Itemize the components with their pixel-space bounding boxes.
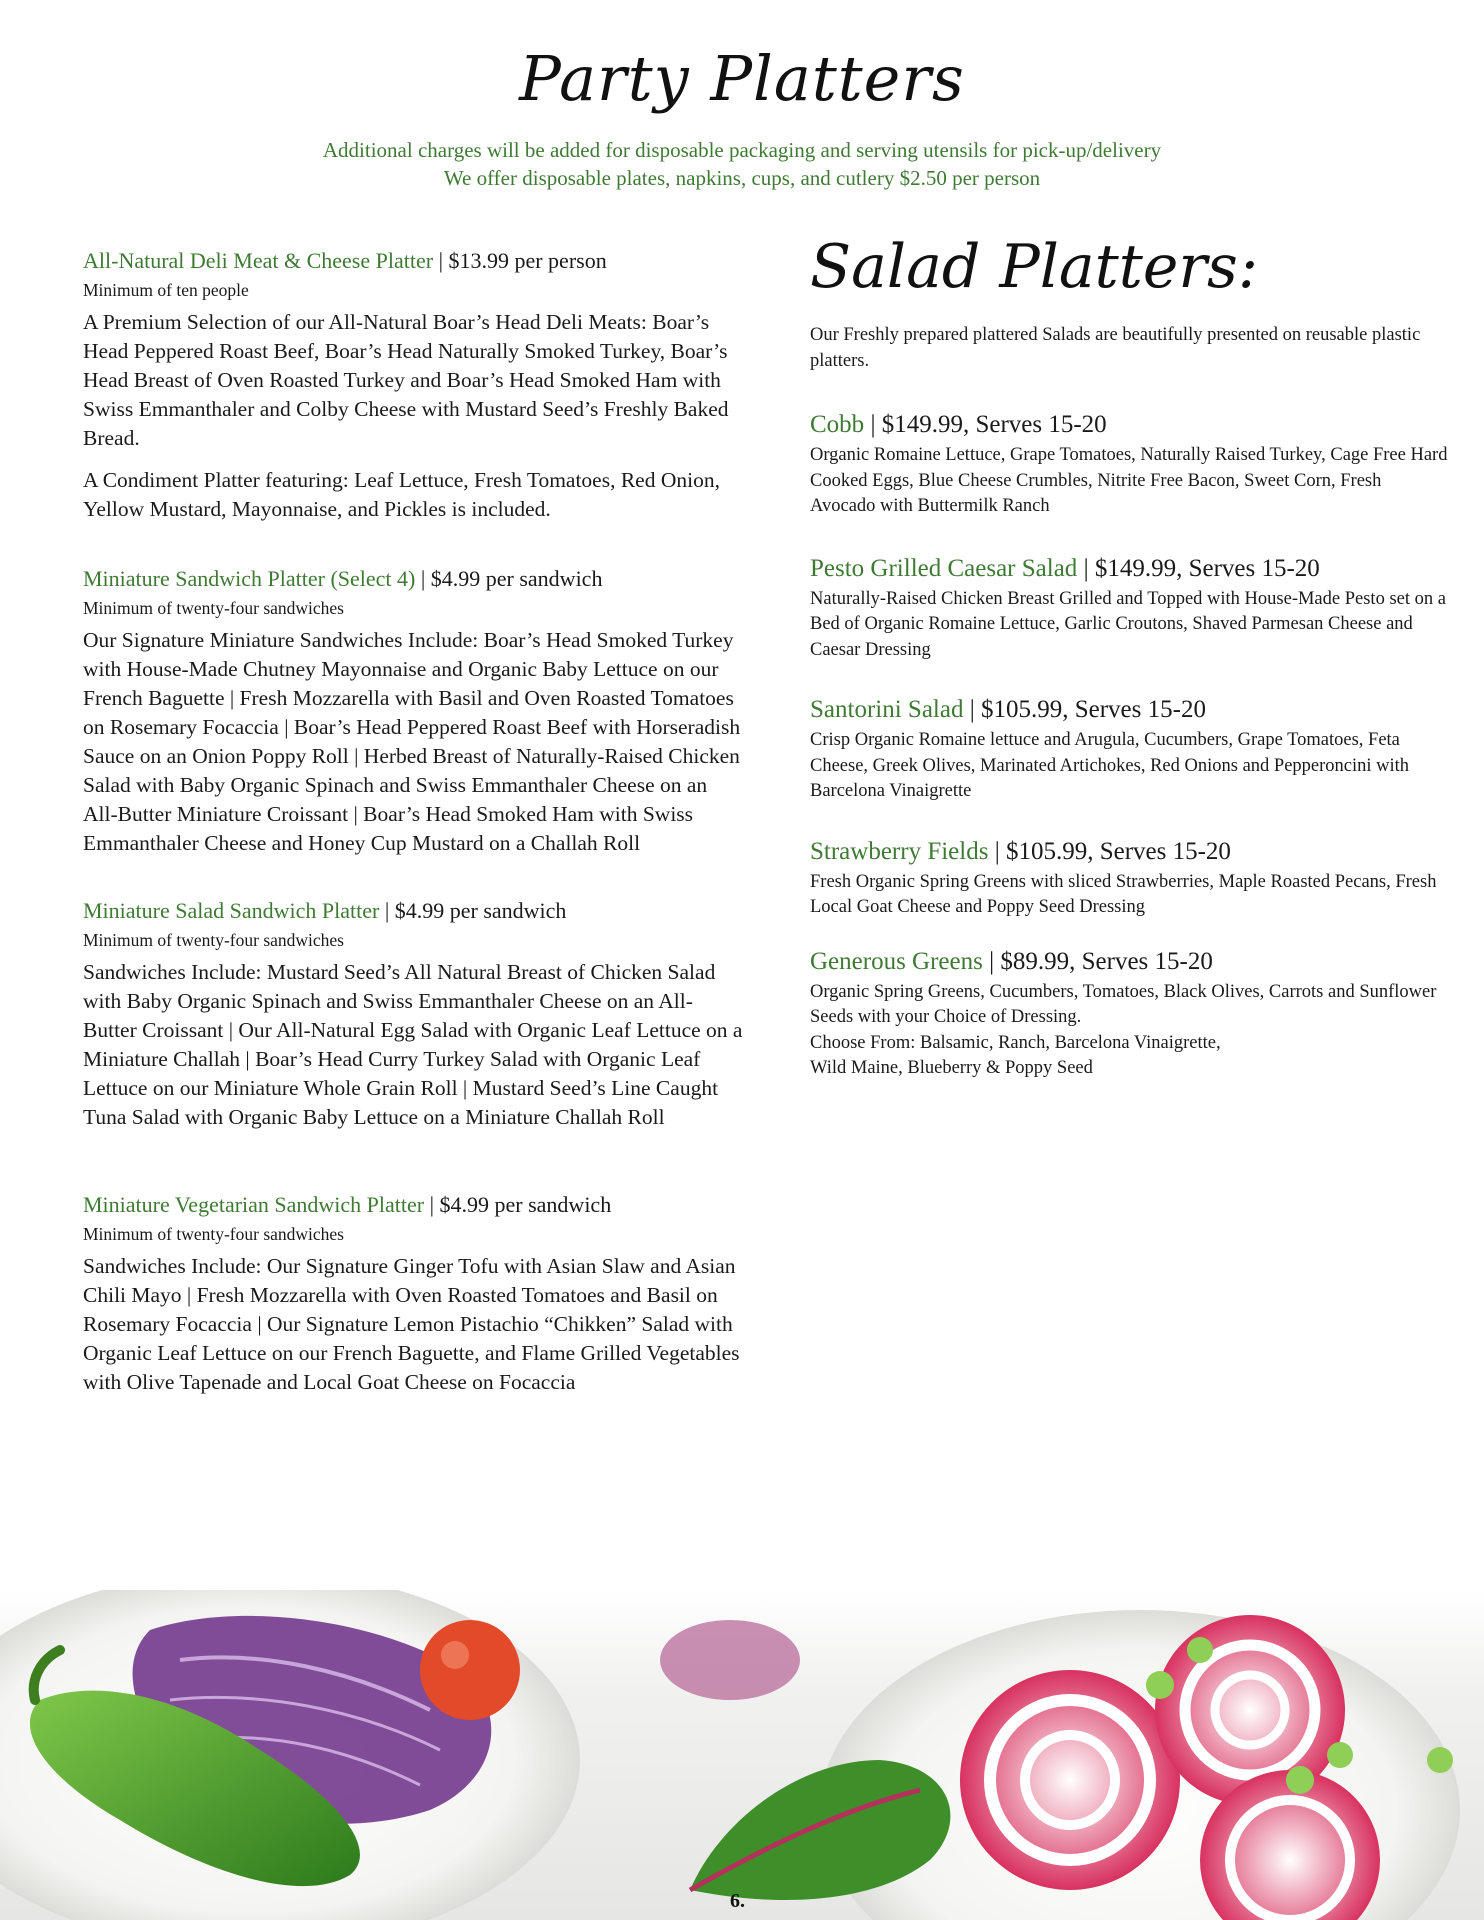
salad-description: Fresh Organic Spring Greens with sliced Strawberries, Maple Roasted Pecans, Fresh Local Goat Cheese and Poppy Seed Dressing [810, 871, 1437, 917]
pea [1146, 1671, 1174, 1699]
salad-price: | $105.99, Serves 15-20 [988, 837, 1231, 865]
platter-name: Miniature Sandwich Platter (Select 4) [83, 566, 416, 591]
salad-heading [810, 552, 1450, 586]
salad-item [810, 945, 1450, 1082]
salad-description: Organic Romaine Lettuce, Grape Tomatoes, Naturally Raised Turkey, Cage Free Hard Cooked Eggs, Blue Cheese Crumbles, Nitrite Free Bacon, Sweet Corn, Fresh Avocado with Buttermilk Ranch [810, 445, 1448, 516]
salad-price: | $149.99, Serves 15-20 [864, 411, 1107, 438]
salad-name: Cobb [810, 411, 865, 438]
salad-heading [810, 693, 1450, 727]
dressing-choices: Choose From: Balsamic, Ranch, Barcelona Vinaigrette, [810, 1032, 1221, 1053]
vegetables-photo [0, 1590, 1484, 1920]
packaging-note: Additional charges will be added for disposable packaging and serving utensils for pick-up/delivery [322, 138, 1162, 162]
salad-heading [810, 408, 1450, 442]
salad-name: Generous Greens [810, 947, 983, 975]
platter-minimum: Minimum of twenty-four sandwiches [83, 930, 344, 950]
salad-price: | $105.99, Serves 15-20 [963, 696, 1206, 723]
salad-section-title: Salad Platters: [810, 232, 1259, 302]
pea [1286, 1766, 1314, 1794]
pea [1327, 1742, 1353, 1768]
cherry-tomato [420, 1620, 520, 1720]
cutlery-note: We offer disposable plates, napkins, cups, and cutlery $2.50 per person [443, 166, 1041, 190]
platter-description: Sandwiches Include: Our Signature Ginger Tofu with Asian Slaw and Asian Chili Mayo | Fresh Mozzarella with Oven Roasted Tomatoes and Basil on Rosemary Focaccia | Our Signature Lemon Pistachio “Chikken” Salad with Organic Leaf Lettuce on our French Baguette, and Flame Grilled Vegetables with Olive Tapenade and Local Goat Cheese on Focaccia [83, 1254, 740, 1394]
salad-item [810, 835, 1450, 921]
dressing-choices-continued: Wild Maine, Blueberry & Poppy Seed [810, 1058, 1093, 1078]
page-title: Party Platters [519, 42, 965, 115]
platter-description: A Premium Selection of our All-Natural Boar’s Head Deli Meats: Boar’s Head Peppered Roast Beef, Boar’s Head Naturally Smoked Turkey, Boar’s Head Breast of Oven Roasted Turkey and Boar’s Head Smoked Ham with Swiss Emmanthaler and Colby Cheese with Mustard Seed’s Freshly Baked Bread. [83, 310, 729, 450]
page-number: 6. [730, 1890, 745, 1912]
salad-description: Organic Spring Greens, Cucumbers, Tomatoes, Black Olives, Carrots and Sunflower Seeds with your Choice of Dressing. [810, 981, 1437, 1027]
platter-description: Our Signature Miniature Sandwiches Include: Boar’s Head Smoked Turkey with House-Made Chutney Mayonnaise and Organic Baby Lettuce on our French Baguette | Fresh Mozzarella with Basil and Oven Roasted Tomatoes on Rosemary Focaccia | Boar’s Head Peppered Roast Beef with Horseradish Sauce on an Onion Poppy Roll | Herbed Breast of Naturally-Raised Chicken Salad with Baby Organic Spinach and Swiss Emmanthaler Cheese on an All-Butter Miniature Croissant | Boar’s Head Smoked Ham with Swiss Emmanthaler Cheese and Honey Cup Mustard on a Challah Roll [83, 628, 741, 855]
red-onion-slice [660, 1620, 800, 1700]
salad-item [810, 693, 1450, 805]
platter-minimum: Minimum of ten people [83, 280, 249, 300]
platter-item [83, 564, 743, 858]
platter-price: | $4.99 per sandwich [379, 898, 567, 923]
salad-price: | $149.99, Serves 15-20 [1077, 554, 1320, 582]
platter-price: | $4.99 per sandwich [424, 1192, 612, 1217]
salad-name: Strawberry Fields [810, 837, 989, 865]
salad-item [810, 552, 1450, 664]
salad-item [810, 408, 1450, 520]
platter-item [83, 246, 743, 524]
platter-heading [83, 1190, 743, 1220]
salad-heading [810, 835, 1450, 869]
platter-heading [83, 246, 743, 276]
platter-heading [83, 896, 743, 926]
salad-name: Pesto Grilled Caesar Salad [810, 554, 1078, 582]
platter-item [83, 1190, 743, 1397]
salad-name: Santorini Salad [810, 696, 964, 723]
party-platters-column [83, 246, 743, 1397]
platter-minimum: Minimum of twenty-four sandwiches [83, 1224, 344, 1244]
salad-intro: Our Freshly prepared plattered Salads are beautifully presented on reusable plastic platters. [810, 325, 1421, 371]
platter-heading [83, 564, 743, 594]
platter-item [83, 896, 743, 1132]
pea [1427, 1747, 1453, 1773]
salad-description: Naturally-Raised Chicken Breast Grilled and Topped with House-Made Pesto set on a Bed of Organic Romaine Lettuce, Garlic Croutons, Shaved Parmesan Cheese and Caesar Dressing [810, 588, 1446, 660]
pea [1187, 1637, 1213, 1663]
platter-name: Miniature Salad Sandwich Platter [83, 898, 380, 923]
platter-description: Sandwiches Include: Mustard Seed’s All Natural Breast of Chicken Salad with Baby Organic Spinach and Swiss Emmanthaler Cheese on an All-Butter Croissant | Our All-Natural Egg Salad with Organic Leaf Lettuce on a Miniature Challah | Boar’s Head Curry Turkey Salad with Organic Leaf Lettuce on our Miniature Whole Grain Roll | Mustard Seed’s Line Caught Tuna Salad with Organic Baby Lettuce on a Miniature Challah Roll [83, 960, 743, 1129]
salad-description: Crisp Organic Romaine lettuce and Arugula, Cucumbers, Grape Tomatoes, Feta Cheese, Greek Olives, Marinated Artichokes, Red Onions and Pepperoncini with Barcelona Vinaigrette [810, 730, 1410, 801]
platter-name: Miniature Vegetarian Sandwich Platter [83, 1192, 425, 1217]
platter-price: | $13.99 per person [433, 248, 607, 273]
salad-platters-column [810, 232, 1450, 1082]
salad-heading [810, 945, 1450, 979]
platter-name: All-Natural Deli Meat & Cheese Platter [83, 248, 434, 273]
platter-price: | $4.99 per sandwich [415, 566, 603, 591]
salad-price: | $89.99, Serves 15-20 [982, 947, 1213, 975]
platter-condiment-note: A Condiment Platter featuring: Leaf Lettuce, Fresh Tomatoes, Red Onion, Yellow Mustard, Mayonnaise, and Pickles is included. [83, 468, 720, 521]
platter-minimum: Minimum of twenty-four sandwiches [83, 598, 344, 618]
